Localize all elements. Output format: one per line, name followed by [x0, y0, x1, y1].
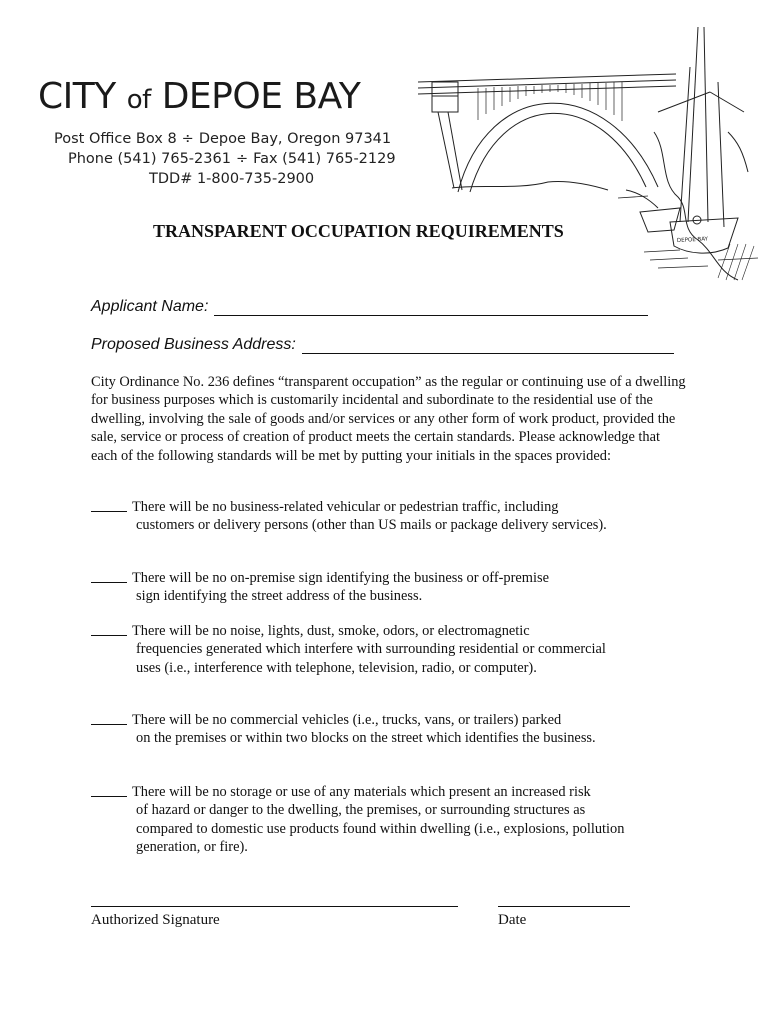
standard-text [91, 711, 631, 748]
standard-continuation: sign identifying the street address of the business. [136, 588, 423, 605]
applicant-name-row [91, 298, 648, 316]
standard-continuation: of hazard or danger to the dwelling, the premises, or surrounding structures as compared to domestic use products found within dwelling (i.e., explosions, pollution generation, or fire). [136, 802, 625, 856]
initials-field[interactable] [91, 635, 127, 636]
standard-item [91, 622, 631, 677]
city-of: of [126, 85, 151, 115]
ordinance-intro-paragraph: City Ordinance No. 236 defines “transparent occupation” as the regular or continuing use of a dwelling for business purposes which is customarily incidental and subordinate to the residential use of the dwelling, involving the sale of goods and/or services or any other form of work product, provided the sale, service or process of creation of product meets the certain standards. Please acknowledge that each of the following standards will be met by putting your initials in the spaces provided: [91, 374, 686, 464]
separator-glyph: ÷ [181, 131, 194, 147]
applicant-name-label: Applicant Name: [91, 298, 209, 315]
contact-line [68, 151, 396, 167]
business-address-row [91, 336, 674, 354]
date-field[interactable] [498, 906, 630, 907]
authorized-signature-label: Authorized Signature [91, 912, 220, 928]
fax-number: Fax (541) 765-2129 [253, 151, 396, 167]
standard-continuation: on the premises or within two blocks on the street which identifies the business. [136, 730, 596, 747]
document-title: TRANSPARENT OCCUPATION REQUIREMENTS [153, 221, 564, 241]
separator-glyph: ÷ [235, 151, 249, 167]
initials-field[interactable] [91, 511, 127, 512]
city-letterhead-title [38, 76, 360, 117]
business-address-label: Proposed Business Address: [91, 336, 296, 353]
standard-continuation: customers or delivery persons (other than US mails or package delivery services). [136, 517, 607, 534]
standard-item [91, 569, 631, 606]
initials-field[interactable] [91, 796, 127, 797]
standard-text [91, 622, 631, 677]
standard-first-line: There will be no noise, lights, dust, smoke, odors, or electromagnetic [132, 623, 530, 639]
bridge-harbor-illustration [418, 22, 763, 284]
tdd-number: TDD# 1-800-735-2900 [149, 171, 315, 187]
address-line [54, 131, 391, 147]
city-name: DEPOE BAY [161, 76, 361, 117]
date-label: Date [498, 912, 527, 928]
standard-first-line: There will be no commercial vehicles (i.e., trucks, vans, or trailers) parked [132, 712, 562, 728]
standard-text [91, 783, 631, 857]
initials-field[interactable] [91, 724, 127, 725]
standard-item [91, 711, 631, 748]
standard-first-line: There will be no business-related vehicular or pedestrian traffic, including [132, 499, 559, 515]
standard-item [91, 783, 631, 857]
city-state-zip: Depoe Bay, Oregon 97341 [198, 131, 392, 147]
applicant-name-field[interactable] [214, 301, 648, 316]
standard-continuation: frequencies generated which interfere with surrounding residential or commercial uses (i.e., interference with telephone, television, radio, or computer). [136, 641, 606, 676]
standard-first-line: There will be no on-premise sign identifying the business or off-premise [132, 570, 549, 586]
phone-number: Phone (541) 765-2361 [68, 151, 231, 167]
initials-field[interactable] [91, 582, 127, 583]
business-address-field[interactable] [302, 339, 674, 354]
standard-item [91, 498, 631, 535]
city-prefix: CITY [38, 76, 116, 117]
boat-sign: DEPOE BAY [676, 236, 709, 245]
standard-first-line: There will be no storage or use of any materials which present an increased risk [132, 784, 591, 800]
standard-text [91, 498, 631, 535]
authorized-signature-field[interactable] [91, 906, 458, 907]
po-box: Post Office Box 8 [54, 131, 177, 147]
standard-text [91, 569, 631, 606]
